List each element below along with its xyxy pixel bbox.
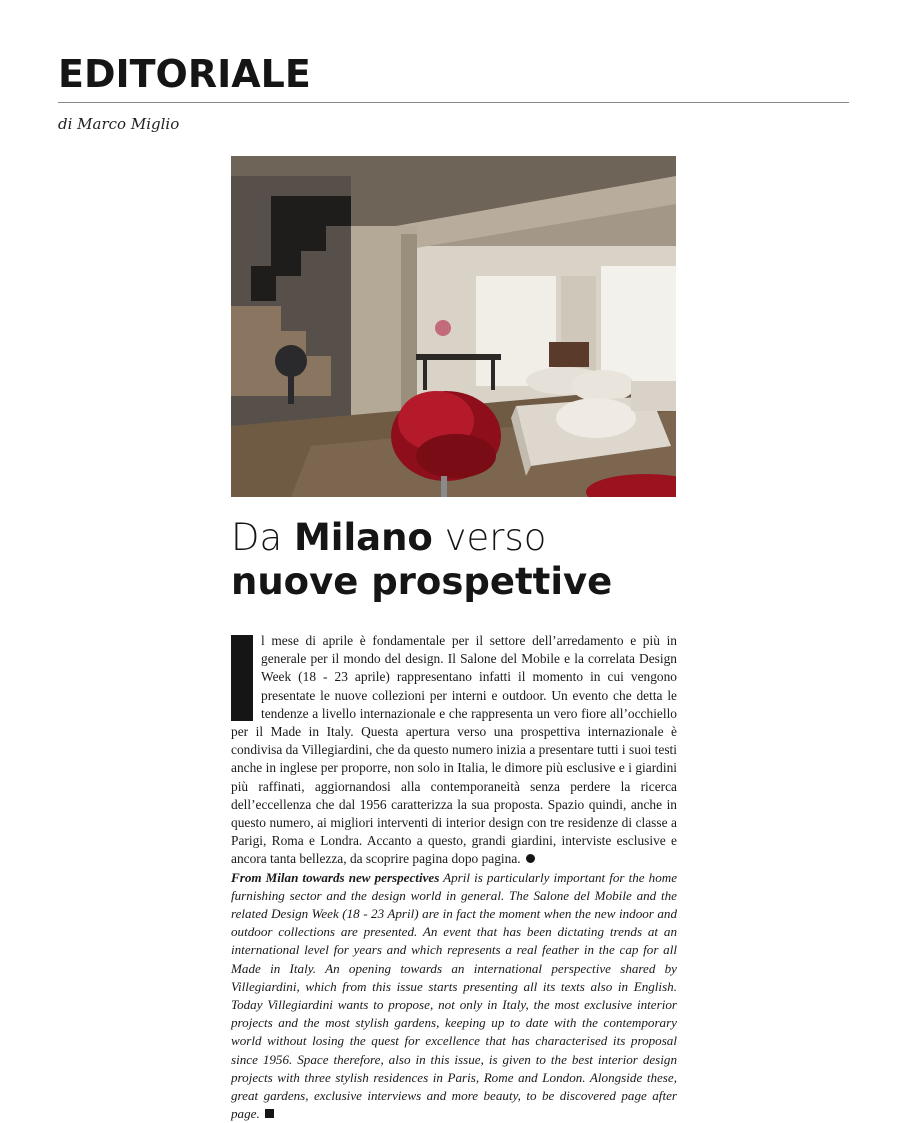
interior-photo [231,156,676,497]
header-rule [58,102,849,103]
end-square-icon [265,1109,274,1118]
headline-line-2: nuove prospettive [231,560,613,603]
english-paragraph [231,869,677,1123]
english-lead: From Milan towards new perspectives [231,869,440,885]
article-body [231,632,677,1123]
english-text: April is particularly important for the home furnishing sector and the design world in general. The Salone del Mobile and the related Design Week (18 - 23 April) are in fact the moment when the new indoor and outdoor collections are presented. An event that has been dictating trends at an international level for years and which represents a real feather in the cap for all Made in Italy. An opening towards an international perspective shared by Villegiardini, which from this issue starts presenting all its texts also in English. Today Villegiardini wants to propose, not only in Italy, the most exclusive interior projects and the most stylish gardens, keeping up to date with the contemporary world without losing the quest for excellence that has characterised its proposal since 1956. Space therefore, also in this issue, is given to the best interior design projects with three stylish residences in Paris, Rome and London. Alongside these, great gardens, exclusive interviews and more beauty, to be discovered page after page. [231,869,678,1122]
italian-paragraph [231,632,677,869]
dropcap-letter [231,635,253,721]
italian-text: l mese di aprile è fondamentale per il settore dell’arredamento e più in generale per il mondo del design. Il Salone del Mobile e la correlata Design Week (18 - 23 aprile) rappresentano infatti il momento in cui vengono presentate le nuove collezioni per interni e outdoor. Un evento che detta le tendenze a livello internazionale e che rappresenta un vero fiore all’occhiello per il Made in Italy. Questa apertura verso una prospettiva internazionale è condivisa da Villegiardini, che da questo numero inizia a presentare tutti i suoi testi anche in inglese per proporre, non solo in Italia, le dimore più esclusive e i giardini più raffinati, aggiornandosi alla contemporaneità senza perdere la ricerca dell’eccellenza che dal 1956 caratterizza la sua proposta. Spazio quindi, anche in questo numero, ai migliori interventi di interior design con tre residenze di classe a Parigi, Roma e Londra. Accanto a questo, grandi giardini, interviste esclusive e ancora tanta bellezza, da scoprire pagina dopo pagina. [231,633,677,867]
headline-verso: verso [432,516,547,559]
section-title: EDITORIALE [58,52,311,96]
headline-line-1 [231,516,791,560]
byline: di Marco Miglio [58,115,180,133]
headline-da: Da [231,516,294,559]
headline-milano: Milano [293,516,433,559]
headline [231,516,791,604]
dropcap [231,635,253,721]
end-bullet-icon [526,854,535,863]
